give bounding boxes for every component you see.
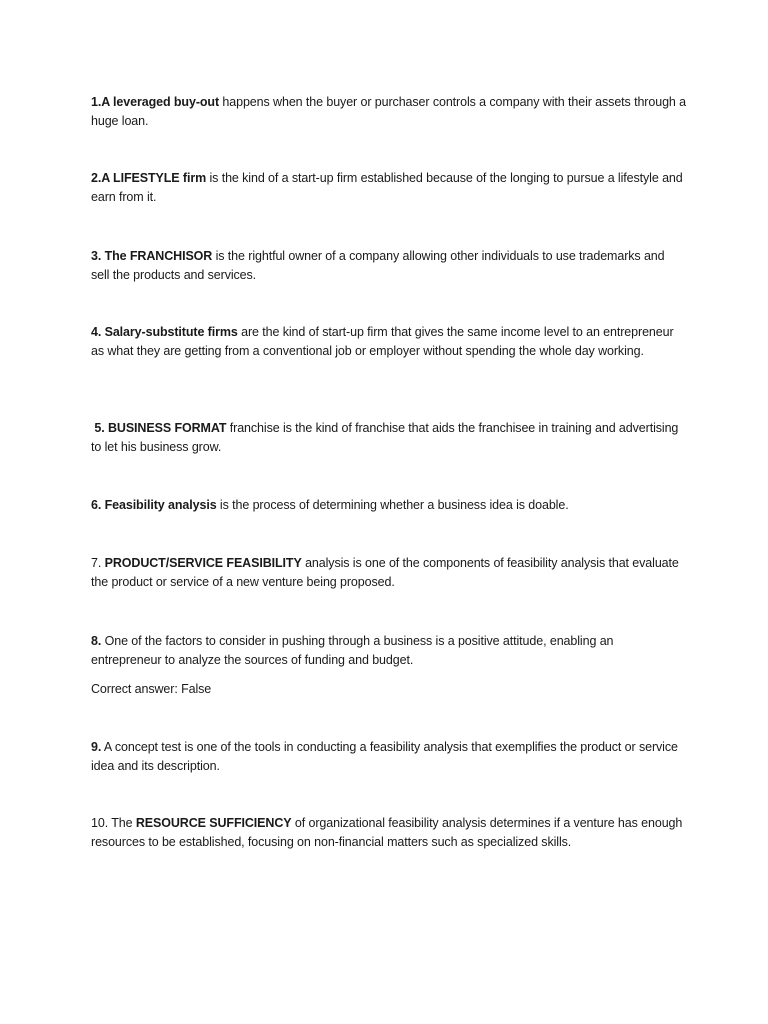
question-9-number: 9.: [91, 740, 102, 754]
question-1: [91, 93, 686, 131]
correct-answer-text: Correct answer: False: [91, 682, 212, 696]
question-10-term: RESOURCE SUFFICIENCY: [135, 816, 292, 830]
question-6-text: is the process of determining whether a business idea is doable.: [216, 498, 569, 512]
question-8-text: One of the factors to consider in pushing through a business is a positive attitude, enabling an entrepreneur to analyze the sources of funding and budget.: [91, 634, 614, 667]
question-8-answer: [91, 680, 686, 699]
question-10: [91, 814, 686, 852]
question-5: [91, 419, 686, 457]
question-3: [91, 247, 686, 285]
question-4-term: 4. Salary-substitute firms: [91, 325, 238, 339]
question-10-text: of organizational feasibility analysis determines if a venture has enough resources to be established, focusing on non-financial matters such as specialized skills.: [91, 816, 683, 849]
question-9: [91, 738, 686, 776]
question-4-text: are the kind of start-up firm that gives the same income level to an entrepreneur as what they are getting from a conventional job or employer without spending the whole day working.: [91, 325, 674, 358]
question-2: [91, 169, 686, 207]
question-7: [91, 554, 686, 592]
question-3-text: is the rightful owner of a company allowing other individuals to use trademarks and sell the products and services.: [91, 249, 665, 282]
question-7-prefix: 7.: [91, 556, 105, 570]
question-8-number: 8.: [91, 634, 102, 648]
question-8: [91, 632, 686, 670]
question-1-text: happens when the buyer or purchaser controls a company with their assets through a huge loan.: [91, 95, 687, 128]
question-7-term: PRODUCT/SERVICE FEASIBILITY: [104, 556, 302, 570]
question-2-term: 2.A LIFESTYLE firm: [91, 171, 207, 185]
question-4: [91, 323, 686, 361]
question-3-term: 3. The FRANCHISOR: [91, 249, 213, 263]
question-7-text: analysis is one of the components of feasibility analysis that evaluate the product or service of a new venture being proposed.: [91, 556, 679, 589]
question-5-text: franchise is the kind of franchise that aids the franchisee in training and advertising to let his business grow.: [91, 421, 679, 454]
question-9-text: A concept test is one of the tools in conducting a feasibility analysis that exemplifies the product or service idea and its description.: [91, 740, 678, 773]
question-10-prefix: 10. The: [91, 816, 136, 830]
question-1-term: 1.A leveraged buy-out: [91, 95, 220, 109]
question-2-text: is the kind of a start-up firm established because of the longing to pursue a lifestyle and earn from it.: [91, 171, 683, 204]
question-6: [91, 496, 686, 515]
question-5-term: 5. BUSINESS FORMAT: [91, 421, 227, 435]
question-6-term: 6. Feasibility analysis: [91, 498, 217, 512]
